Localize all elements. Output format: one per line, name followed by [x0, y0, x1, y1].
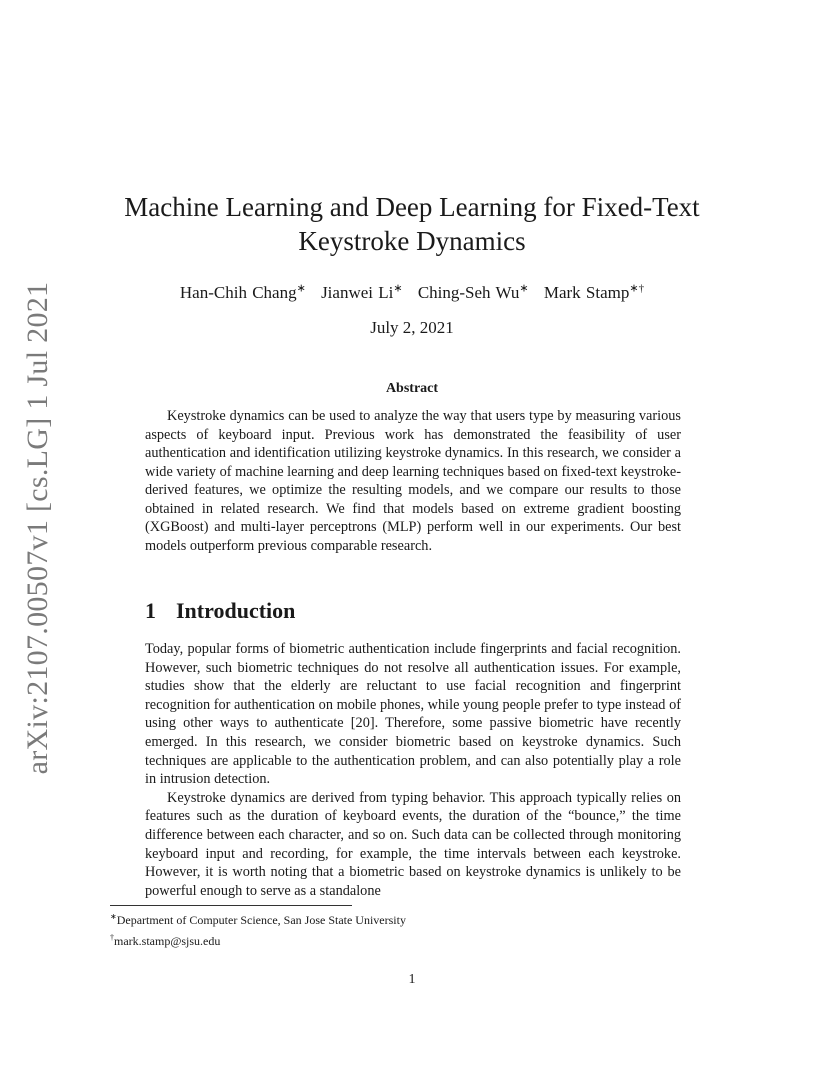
publication-date: July 2, 2021 [370, 318, 454, 337]
author-list [100, 281, 724, 303]
section-number: 1 [145, 598, 156, 623]
footnote-mark: ∗ [110, 912, 117, 921]
footnote-email: mark.stamp@sjsu.edu [114, 934, 221, 948]
page-number: 1 [408, 972, 416, 987]
footnote-divider [110, 905, 352, 906]
author-name: Mark Stamp [543, 282, 630, 302]
section-title: Introduction [176, 598, 296, 623]
author-affiliation-mark: ∗ [393, 282, 403, 294]
author [544, 283, 644, 302]
author-affiliation-mark: ∗ [519, 282, 529, 294]
paper-title [100, 190, 724, 258]
title-line-1: Machine Learning and Deep Learning for Fixed-Text [124, 192, 700, 222]
abstract-heading: Abstract [385, 381, 439, 396]
arxiv-identifier-stamp: arXiv:2107.00507v1 [cs.LG] 1 Jul 2021 [21, 281, 54, 775]
footnote-mark: † [110, 933, 114, 942]
footnote [110, 929, 681, 950]
author-name: Jianwei Li [321, 282, 394, 302]
author [321, 283, 403, 302]
author-name: Han-Chih Chang [179, 282, 297, 302]
author-affiliation-mark: ∗ [296, 282, 306, 294]
section-heading [145, 598, 295, 624]
title-line-2: Keystroke Dynamics [298, 226, 526, 256]
body-paragraph: Today, popular forms of biometric authentication include fingerprints and facial recognition. However, such biometric techniques do not resolve all authentication issues. For example, studies show that the elderly are reluctant to use facial recognition and fingerprint recognition for authentication on mobile phones, while young people prefer to type instead of using other ways to authenticate [20]. Therefore, some passive biometric have recently emerged. In this research, we consider biometric based on keystroke dynamics. Such techniques are applicable to the authentication problem, and can also potentially play a role in intrusion detection. [145, 641, 681, 788]
author [180, 283, 306, 302]
author [418, 283, 529, 302]
section-body [145, 640, 681, 900]
body-paragraph: Keystroke dynamics are derived from typing behavior. This approach typically relies on features such as the duration of keyboard events, the duration of the “bounce,” the time difference between each character, and so on. Such data can be collected through monitoring keyboard input and recording, for example, the time intervals between each keystroke. However, it is worth noting that a biometric based on keystroke dynamics is unlikely to be powerful enough to serve as a standalone [145, 789, 681, 899]
author-name: Ching-Seh Wu [417, 282, 520, 302]
footnote [110, 908, 681, 929]
abstract-text: Keystroke dynamics can be used to analyze the way that users type by measuring various aspects of keyboard input. Previous work has demonstrated the feasibility of user authentication and identification utilizing keystroke dynamics. In this research, we consider a wide variety of machine learning and deep learning techniques based on fixed-text keystroke-derived features, we optimize the resulting models, and we compare our results to those obtained in related research. We find that models based on extreme gradient boosting (XGBoost) and multi-layer perceptrons (MLP) perform well in our experiments. Our best models outperform previous comparable research. [145, 408, 681, 554]
footnote-text: Department of Computer Science, San Jose State University [116, 913, 406, 927]
footnotes [110, 908, 681, 950]
author-affiliation-mark: ∗† [629, 282, 645, 294]
